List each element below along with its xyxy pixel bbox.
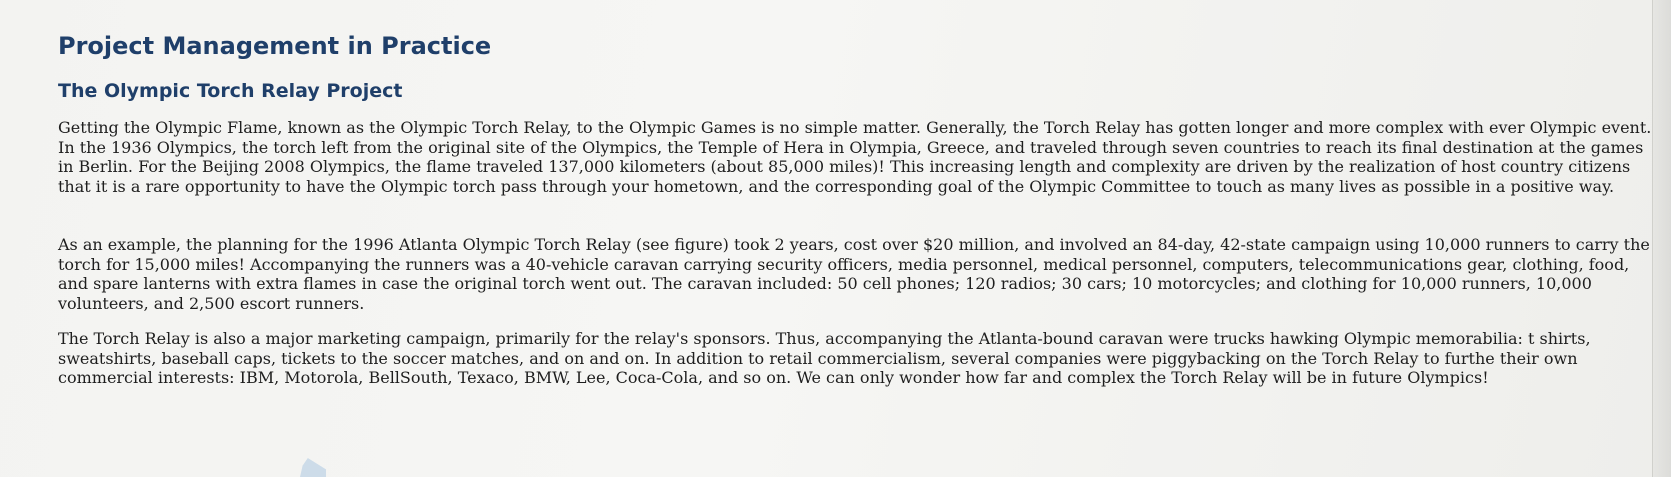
page-edge-divider [1652, 0, 1671, 477]
figure-edge-graphic [300, 458, 326, 477]
paragraph-marketing: The Torch Relay is also a major marketing campaign, primarily for the relay's sponsors. Thus, accompanying the Atlanta-bound caravan were trucks hawking Olympic memorabilia: t shirts, sweatshirts, baseball caps, tickets to the soccer matches, and on and on. In addition to retail commercialism, several companies were piggybacking on the Torch Relay to furthe their own commercial interests: IBM, Motorola, BellSouth, Texaco, BMW, Lee, Coca-Cola, and so on. We can only wonder how far and complex the Torch Relay will be in future Olympics! [58, 329, 1591, 387]
page-title: Project Management in Practice [58, 32, 492, 60]
section-title: The Olympic Torch Relay Project [58, 80, 403, 102]
paragraph-atlanta-example: As an example, the planning for the 1996 Atlanta Olympic Torch Relay (see figure) took 2 years, cost over $20 million, and involved an 84-day, 42-state campaign using 10,000 runners to carry the torch for 15,000 miles! Accompanying the runners was a 40-vehicle caravan carrying security officers, media personnel, medical personnel, computers, telecommunications gear, clothing, food, and spare lanterns with extra flames in case the original torch went out. The caravan included: 50 cell phones; 120 radios; 30 cars; 10 motorcycles; and clothing for 10,000 runners, 10,000 volunteers, and 2,500 escort runners. [58, 235, 1650, 313]
paragraph-intro: Getting the Olympic Flame, known as the Olympic Torch Relay, to the Olympic Games is no simple matter. Generally, the Torch Relay has gotten longer and more complex with ever Olympic event. In the 1936 Olympics, the torch left from the original site of the Olympics, the Temple of Hera in Olympia, Greece, and traveled through seven countries to reach its final destination at the games in Berlin. For the Beijing 2008 Olympics, the flame traveled 137,000 kilometers (about 85,000 miles)! This increasing length and complexity are driven by the realization of host country citizens that it is a rare opportunity to have the Olympic torch pass through your hometown, and the corresponding goal of the Olympic Committee to touch as many lives as possible in a positive way. [58, 118, 1652, 196]
